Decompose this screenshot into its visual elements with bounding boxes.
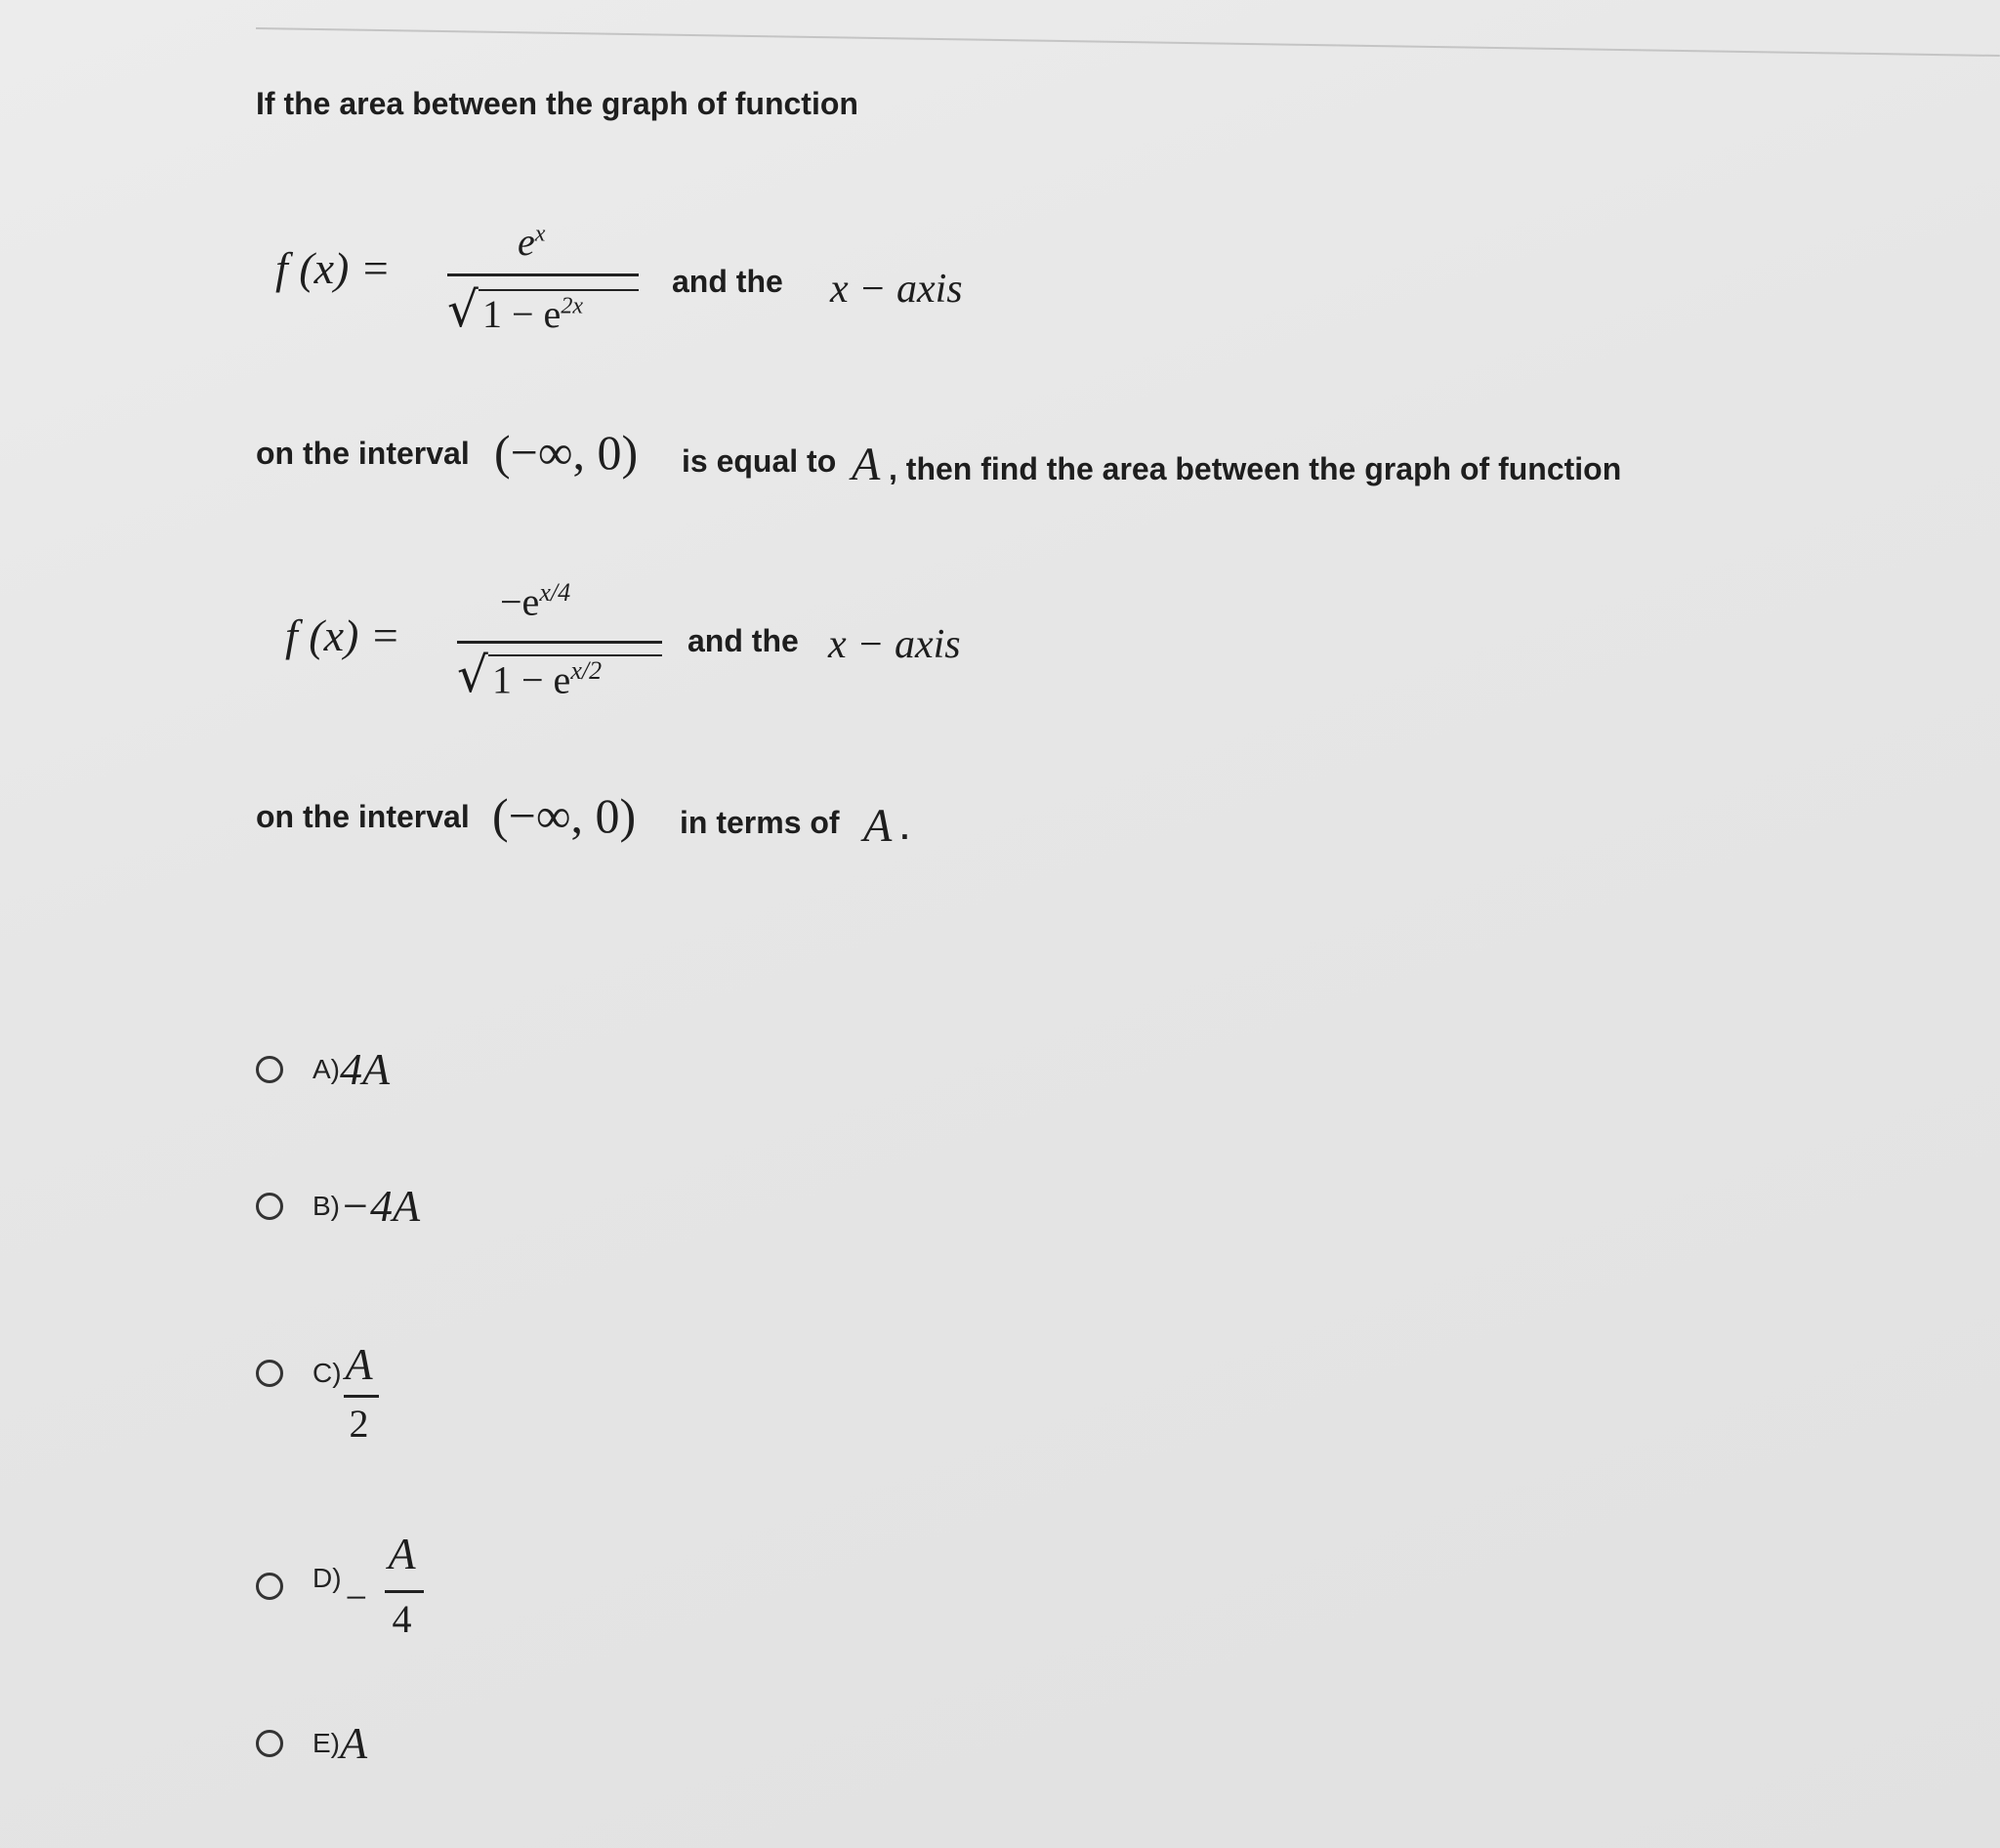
func1-fraction-bar bbox=[447, 273, 639, 276]
line2-interval: (−∞, 0) bbox=[494, 425, 639, 480]
option-a[interactable] bbox=[256, 1043, 390, 1095]
radio-a[interactable] bbox=[256, 1056, 283, 1083]
func1-denominator: $1 - e^{2x}$ bbox=[482, 292, 583, 336]
option-e-letter: E) bbox=[312, 1727, 340, 1758]
option-b-value: −4A bbox=[340, 1181, 421, 1231]
question-intro: If the area between the graph of function bbox=[256, 86, 858, 121]
func1-numerator: $e^x$ bbox=[518, 220, 546, 264]
func2-lhs: f (x) = bbox=[285, 610, 400, 660]
top-divider bbox=[256, 27, 2000, 57]
radio-e[interactable] bbox=[256, 1730, 283, 1757]
option-c[interactable] bbox=[256, 1315, 381, 1446]
option-c-letter: C) bbox=[312, 1358, 342, 1388]
func2-axis: x − axis bbox=[828, 622, 961, 667]
option-c-fraction bbox=[342, 1339, 381, 1461]
func2-denominator: $1 - e^{x/2}$ bbox=[492, 656, 603, 702]
option-c-numerator: A bbox=[345, 1339, 373, 1389]
option-d-fraction-bar bbox=[385, 1590, 424, 1593]
func1-and-the: and the bbox=[672, 264, 783, 299]
line3-suffix: . bbox=[900, 811, 909, 846]
option-d-sign: − bbox=[345, 1575, 368, 1619]
line3-var: A bbox=[863, 800, 893, 852]
option-d-denominator: 4 bbox=[392, 1597, 412, 1641]
option-a-value: 4A bbox=[340, 1044, 391, 1094]
func1-sqrt-icon: √ bbox=[447, 281, 479, 338]
option-d-numerator: A bbox=[388, 1529, 416, 1578]
option-d[interactable] bbox=[256, 1528, 430, 1645]
option-e[interactable] bbox=[256, 1717, 367, 1769]
line3-prefix: on the interval bbox=[256, 799, 470, 834]
radio-b[interactable] bbox=[256, 1193, 283, 1220]
option-a-letter: A) bbox=[312, 1053, 340, 1084]
radio-d[interactable] bbox=[256, 1573, 283, 1600]
option-c-denominator: 2 bbox=[349, 1402, 369, 1446]
func2-sqrt-icon: √ bbox=[457, 647, 488, 703]
radio-c[interactable] bbox=[256, 1360, 283, 1387]
line3-interval: (−∞, 0) bbox=[492, 788, 637, 843]
option-d-fraction bbox=[342, 1529, 430, 1674]
func1-lhs: f (x) = bbox=[275, 243, 391, 293]
func1-axis: x − axis bbox=[830, 267, 963, 312]
line2-suffix: , then find the area between the graph of function bbox=[889, 451, 1622, 486]
func2-and-the: and the bbox=[688, 623, 799, 658]
line3-middle: in terms of bbox=[680, 805, 840, 840]
line2-middle: is equal to bbox=[682, 443, 837, 479]
option-b[interactable] bbox=[256, 1180, 420, 1232]
option-e-value: A bbox=[340, 1718, 368, 1768]
line2-prefix: on the interval bbox=[256, 436, 470, 471]
option-c-fraction-bar bbox=[344, 1395, 379, 1398]
option-b-letter: B) bbox=[312, 1190, 340, 1221]
line2-var: A bbox=[852, 439, 881, 490]
func2-numerator: $-e^{x/4}$ bbox=[500, 578, 571, 624]
func2-fraction-bar bbox=[457, 641, 662, 644]
option-d-letter: D) bbox=[312, 1563, 342, 1593]
